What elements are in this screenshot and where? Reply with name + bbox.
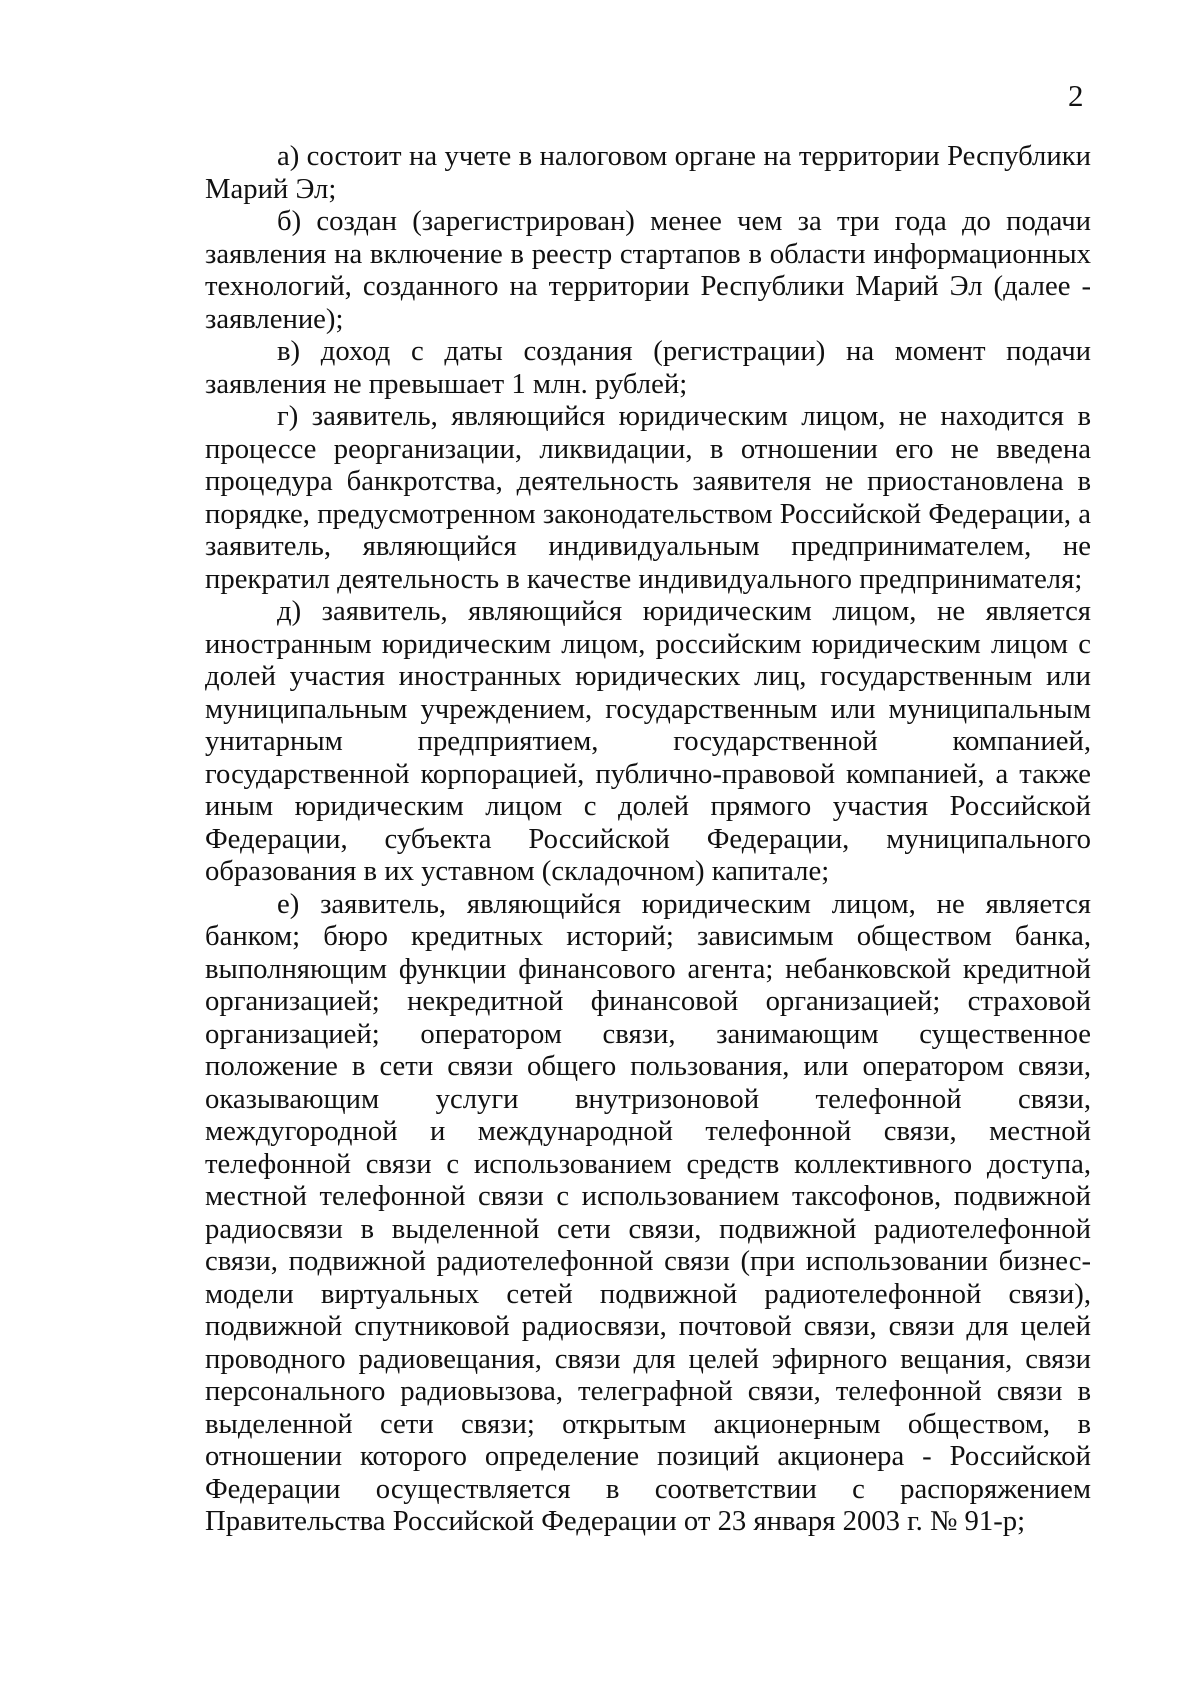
document-body	[205, 140, 1091, 1538]
page-number: 2	[1068, 78, 1084, 113]
paragraph-b: б) создан (зарегистрирован) менее чем за три года до подачи заявления на включение в реестр стартапов в области информационных технологий, созданного на территории Республики Марий Эл (далее - заявление);	[205, 205, 1091, 335]
paragraph-e: е) заявитель, являющийся юридическим лицом, не является банком; бюро кредитных историй; зависимым обществом банка, выполняющим функции финансового агента; небанковской кредитной организацией; некредитной финансовой организацией; страховой организацией; оператором связи, занимающим существенное положение в сети связи общего пользования, или оператором связи, оказывающим услуги внутризоновой телефонной связи, междугородной и международной телефонной связи, местной телефонной связи с использованием средств коллективного доступа, местной телефонной связи с использованием таксофонов, подвижной радиосвязи в выделенной сети связи, подвижной радиотелефонной связи, подвижной радиотелефонной связи (при использовании бизнес-модели виртуальных сетей подвижной радиотелефонной связи), подвижной спутниковой радиосвязи, почтовой связи, связи для целей проводного радиовещания, связи для целей эфирного вещания, связи персонального радиовызова, телеграфной связи, телефонной связи в выделенной сети связи; открытым акционерным обществом, в отношении которого определение позиций акционера - Российской Федерации осуществляется в соответствии с распоряжением Правительства Российской Федерации от 23 января 2003 г. № 91-р;	[205, 887, 1091, 1537]
paragraph-g: г) заявитель, являющийся юридическим лицом, не находится в процессе реорганизации, ликвидации, в отношении его не введена процедура банкротства, деятельность заявителя не приостановлена в порядке, предусмотренном законодательством Российской Федерации, а заявитель, являющийся индивидуальным предпринимателем, не прекратил деятельность в качестве индивидуального предпринимателя;	[205, 400, 1091, 595]
paragraph-v: в) доход с даты создания (регистрации) на момент подачи заявления не превышает 1 млн. рублей;	[205, 335, 1091, 400]
paragraph-a: а) состоит на учете в налоговом органе на территории Республики Марий Эл;	[205, 140, 1091, 205]
paragraph-d: д) заявитель, являющийся юридическим лицом, не является иностранным юридическим лицом, российским юридическим лицом с долей участия иностранных юридических лиц, государственным или муниципальным учреждением, государственным или муниципальным унитарным предприятием, государственной компанией, государственной корпорацией, публично-правовой компанией, а также иным юридическим лицом с долей прямого участия Российской Федерации, субъекта Российской Федерации, муниципального образования в их уставном (складочном) капитале;	[205, 595, 1091, 887]
